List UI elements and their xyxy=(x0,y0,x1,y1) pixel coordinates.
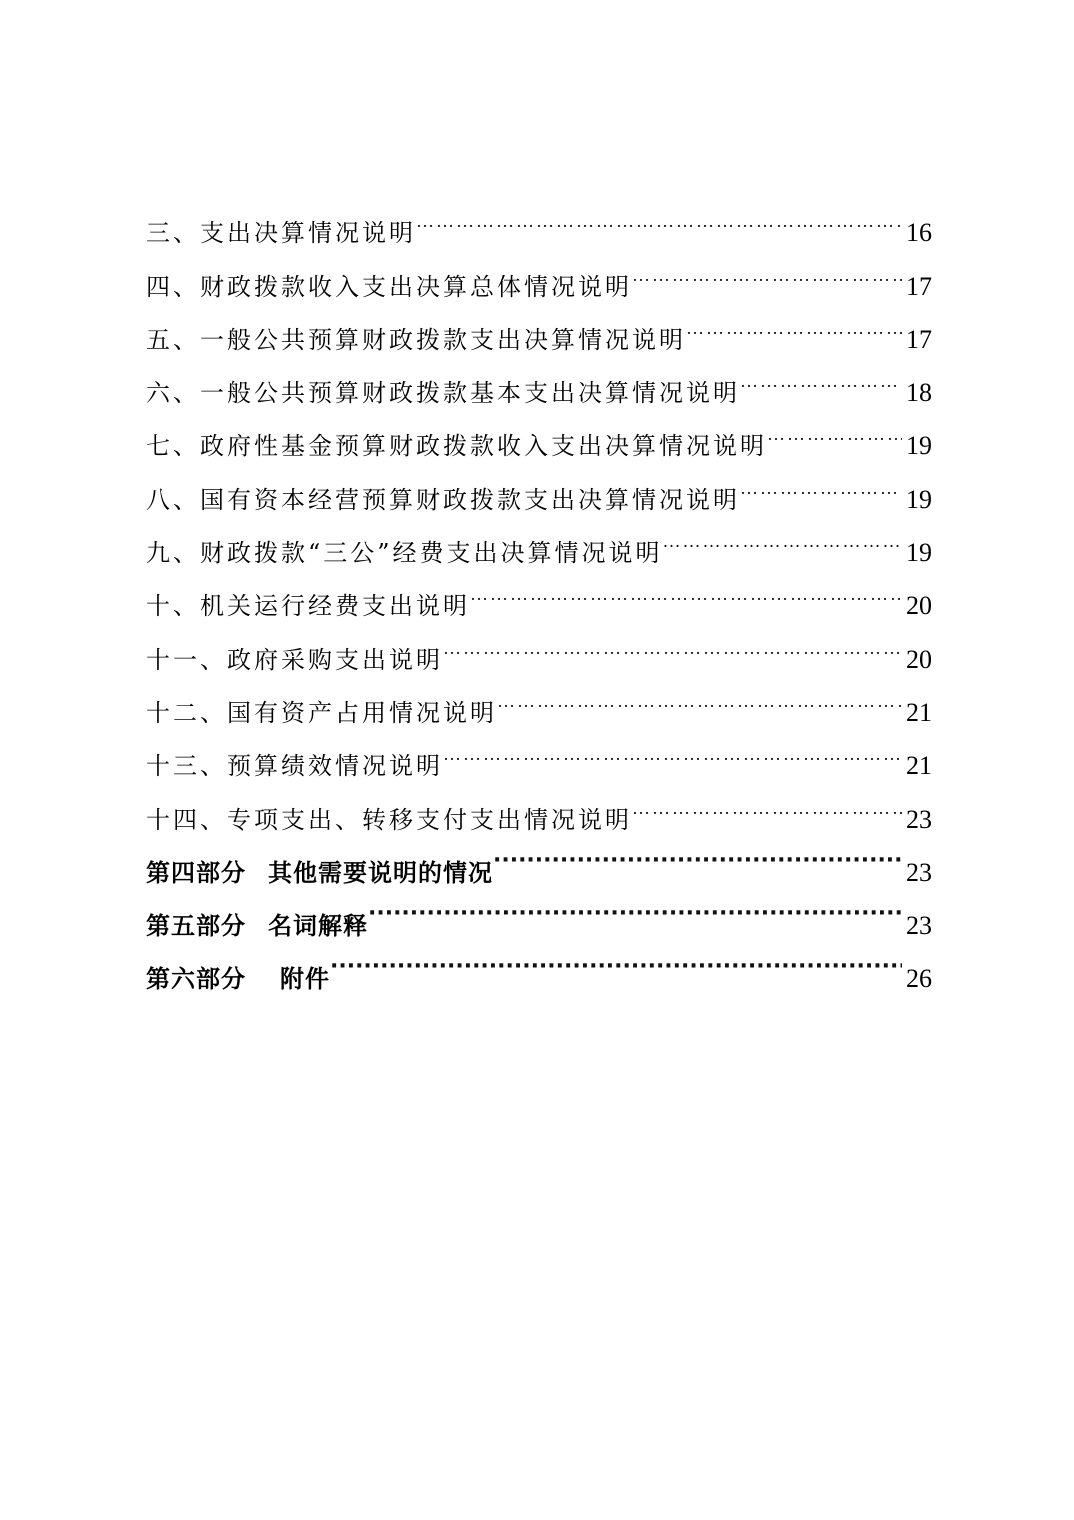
toc-entry-page: 16 xyxy=(906,218,932,248)
toc-entry-page: 19 xyxy=(906,538,932,568)
toc-entry-label: 六、一般公共预算财政拨款基本支出决算情况说明 xyxy=(146,379,740,408)
toc-entry-label: 十四、专项支出、转移支付支出情况说明 xyxy=(146,805,632,834)
toc-entry-label: 十一、政府采购支出说明 xyxy=(146,645,443,674)
dot-leader xyxy=(740,454,902,507)
dot-leader xyxy=(497,668,902,721)
dot-leader xyxy=(686,295,902,348)
toc-entry-page: 17 xyxy=(906,324,932,354)
toc-part-label xyxy=(146,953,330,1006)
dot-leader xyxy=(330,934,902,987)
toc-part-number: 第四部分 xyxy=(146,858,246,887)
table-of-contents xyxy=(146,188,932,994)
toc-part-title: 其他需要说明的情况 xyxy=(268,858,493,887)
dot-leader xyxy=(470,561,902,614)
dot-leader xyxy=(663,508,902,561)
dot-leader xyxy=(368,881,902,934)
toc-entry-page: 21 xyxy=(906,697,932,727)
toc-entry-page: 23 xyxy=(906,804,932,834)
dot-leader xyxy=(767,401,902,454)
toc-entry-label: 四、财政拨款收入支出决算总体情况说明 xyxy=(146,272,632,301)
toc-entry-label: 八、国有资本经营预算财政拨款支出决算情况说明 xyxy=(146,485,740,514)
toc-entry-page: 20 xyxy=(906,644,932,674)
dot-leader xyxy=(416,188,902,241)
dot-leader xyxy=(632,774,902,827)
toc-entry-label: 七、政府性基金预算财政拨款收入支出决算情况说明 xyxy=(146,432,767,461)
dot-leader xyxy=(443,721,902,774)
toc-entry-label: 五、一般公共预算财政拨款支出决算情况说明 xyxy=(146,325,686,354)
toc-part-title: 附件 xyxy=(280,965,330,994)
toc-part-number: 第五部分 xyxy=(146,912,246,941)
dot-leader xyxy=(443,614,902,667)
toc-entry-page: 19 xyxy=(906,484,932,514)
toc-entry-label: 九、财政拨款“三公”经费支出决算情况说明 xyxy=(146,539,663,568)
toc-entry-page: 17 xyxy=(906,271,932,301)
dot-leader xyxy=(632,241,902,294)
toc-part-page: 26 xyxy=(906,964,932,994)
toc-entry-label: 三、支出决算情况说明 xyxy=(146,219,416,248)
toc-entry-page: 19 xyxy=(906,431,932,461)
dot-leader xyxy=(493,828,902,881)
toc-entry-page: 21 xyxy=(906,751,932,781)
toc-entry-page: 18 xyxy=(906,378,932,408)
toc-part-title: 名词解释 xyxy=(268,912,368,941)
toc-entry-label: 十二、国有资产占用情况说明 xyxy=(146,698,497,727)
toc-entry-label: 十、机关运行经费支出说明 xyxy=(146,592,470,621)
dot-leader xyxy=(740,348,902,401)
toc-part-number: 第六部分 xyxy=(146,965,246,994)
toc-entry-label: 十三、预算绩效情况说明 xyxy=(146,752,443,781)
toc-part-page: 23 xyxy=(906,857,932,887)
toc-entry-page: 20 xyxy=(906,591,932,621)
toc-entry[interactable] xyxy=(146,188,932,248)
toc-part-page: 23 xyxy=(906,911,932,941)
